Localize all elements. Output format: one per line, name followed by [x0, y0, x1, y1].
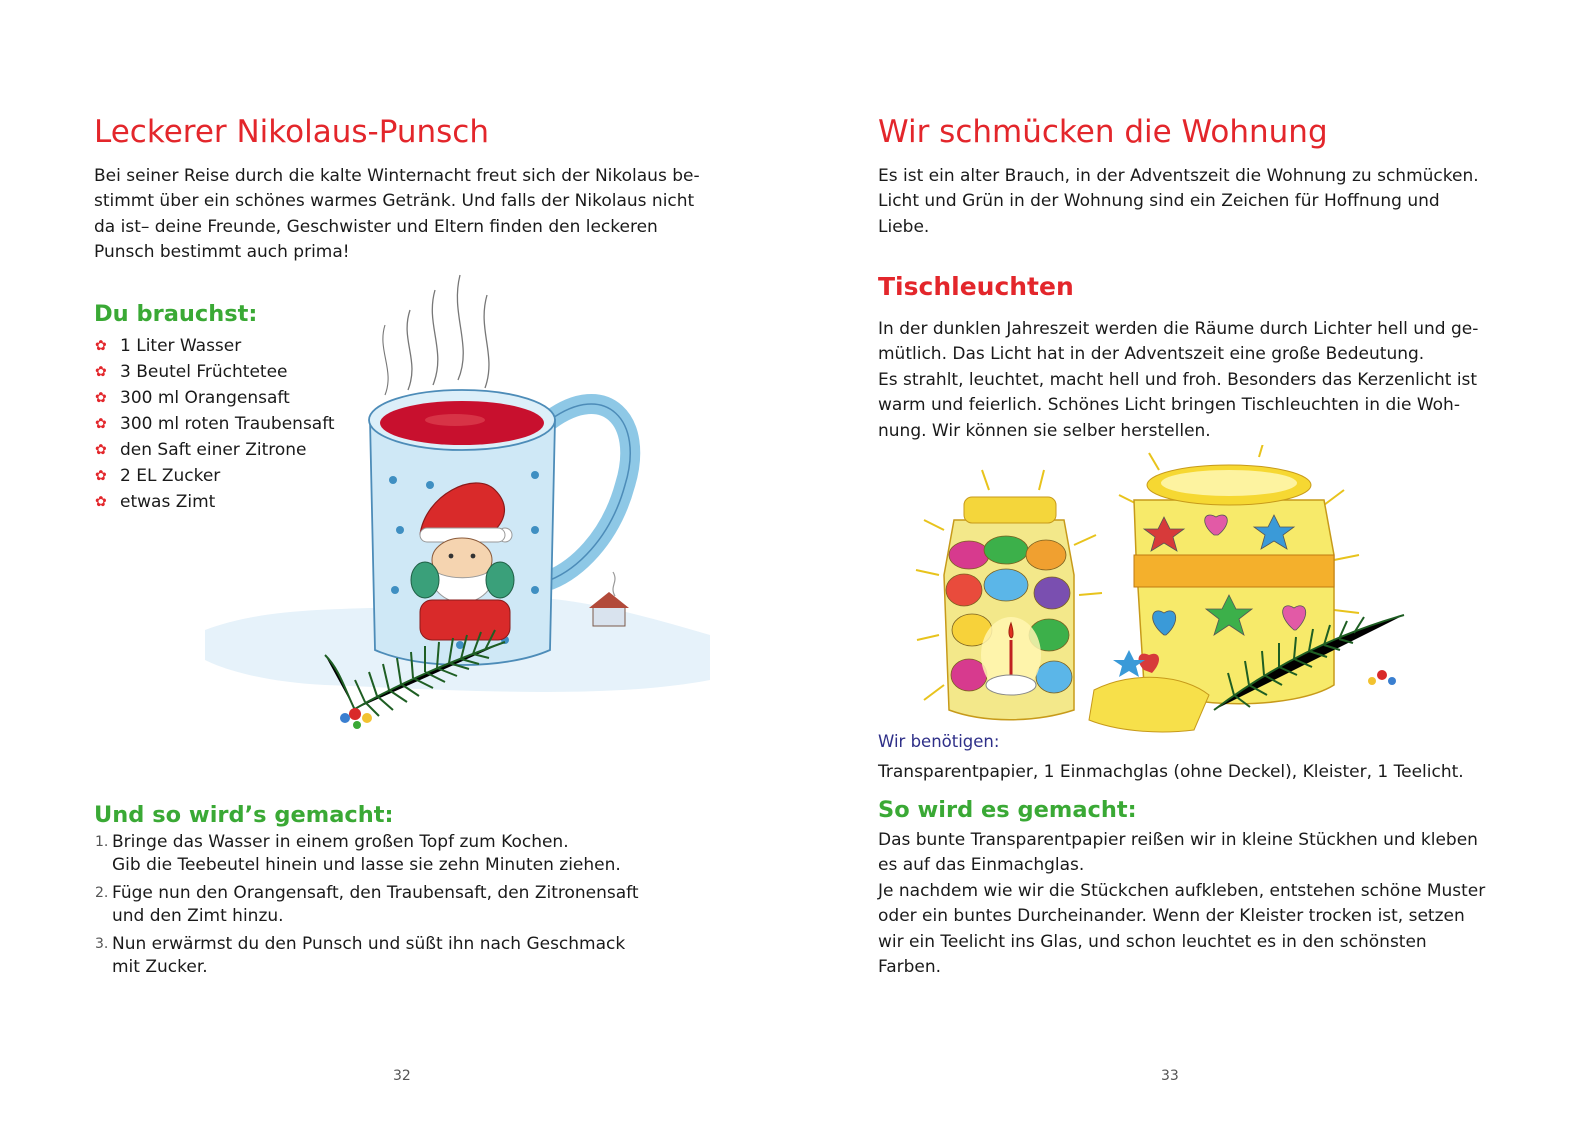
text-line: wir ein Teelicht ins Glas, und schon leuchtet es in den schönsten: [878, 931, 1427, 952]
list-item: ✿ 3 Beutel Früchtetee: [95, 359, 335, 385]
punch-mug-illustration: [205, 270, 715, 750]
flower-icon: ✿: [95, 416, 107, 432]
text-line: Es ist ein alter Brauch, in der Adventszeit die Wohnung zu schmücken.: [878, 166, 1479, 186]
page-number: 32: [393, 1068, 411, 1084]
page-title: Leckerer Nikolaus-Punsch: [94, 114, 489, 150]
text-line: mütlich. Das Licht hat in der Adventszeit eine große Bedeutung.: [878, 344, 1425, 365]
right-page: [794, 0, 1588, 1123]
text-line: Farben.: [878, 957, 942, 978]
text-line: Liebe.: [878, 216, 930, 237]
text-line: Je nachdem wie wir die Stückchen aufkleben, entstehen schöne Muster: [878, 880, 1486, 901]
list-item: ✿ 1 Liter Wasser: [95, 333, 335, 359]
howto-paragraph: [878, 828, 1485, 980]
text-line: stimmt über ein schönes warmes Getränk. Und falls der Nikolaus nicht: [94, 191, 695, 212]
step-number: 2.: [95, 885, 109, 901]
text-line: Das bunte Transparentpapier reißen wir in kleine Stückhen und kleben: [878, 830, 1478, 850]
text-line: oder ein buntes Durcheinander. Wenn der Kleister trocken ist, setzen: [878, 906, 1465, 927]
text-line: Punsch bestimmt auch prima!: [94, 242, 350, 263]
step-item: 2. Füge nun den Orangensaft, den Traubensaft, den Zitronensaft und den Zimt hinzu.: [95, 883, 639, 926]
text-line: da ist– deine Freunde, Geschwister und Eltern finden den leckeren: [94, 216, 658, 237]
step-number: 1.: [95, 834, 109, 850]
ingredients-heading: Du brauchst:: [94, 301, 258, 327]
flower-icon: ✿: [95, 494, 107, 510]
text-line: nung. Wir können sie selber herstellen.: [878, 420, 1211, 441]
list-item: ✿ etwas Zimt: [95, 489, 335, 515]
text-line: Bei seiner Reise durch die kalte Winternacht freut sich der Nikolaus be-: [94, 166, 700, 186]
steps-heading: Und so wird’s gemacht:: [94, 802, 394, 828]
flower-icon: ✿: [95, 390, 107, 406]
step-number: 3.: [95, 936, 109, 952]
text-line: In der dunklen Jahreszeit werden die Räume durch Lichter hell und ge-: [878, 319, 1479, 339]
step-item: 1. Bringe das Wasser in einem großen Topf zum Kochen. Gib die Teebeutel hinein und lasse sie zehn Minuten ziehen.: [95, 832, 621, 875]
table-lanterns-illustration: [914, 445, 1424, 735]
list-item: ✿ den Saft einer Zitrone: [95, 437, 335, 463]
flower-icon: ✿: [95, 364, 107, 380]
steps-list: [95, 831, 639, 984]
text-line: warm und feierlich. Schönes Licht bringen Tischleuchten in die Woh-: [878, 395, 1460, 416]
materials-label: Wir benötigen:: [878, 732, 1000, 751]
flower-icon: ✿: [95, 442, 107, 458]
text-line: es auf das Einmachglas.: [878, 855, 1085, 876]
step-item: 3. Nun erwärmst du den Punsch und süßt ihn nach Geschmack mit Zucker.: [95, 934, 626, 977]
page-number: 33: [1161, 1068, 1179, 1084]
list-item: ✿ 300 ml roten Traubensaft: [95, 411, 335, 437]
text-line: Es strahlt, leuchtet, macht hell und froh. Besonders das Kerzenlicht ist: [878, 369, 1478, 390]
body-paragraph: [878, 317, 1478, 444]
intro-paragraph: [878, 164, 1479, 240]
list-item: ✿ 2 EL Zucker: [95, 463, 335, 489]
intro-paragraph: [94, 164, 700, 266]
list-item: ✿ 300 ml Orangensaft: [95, 385, 335, 411]
flower-icon: ✿: [95, 338, 107, 354]
section-subtitle: Tischleuchten: [878, 272, 1074, 301]
text-line: Licht und Grün in der Wohnung sind ein Zeichen für Hoffnung und: [878, 191, 1440, 212]
page-title: Wir schmücken die Wohnung: [878, 114, 1328, 150]
howto-heading: So wird es gemacht:: [878, 797, 1137, 823]
materials-text: Transparentpapier, 1 Einmachglas (ohne Deckel), Kleister, 1 Teelicht.: [878, 762, 1464, 782]
flower-icon: ✿: [95, 468, 107, 484]
